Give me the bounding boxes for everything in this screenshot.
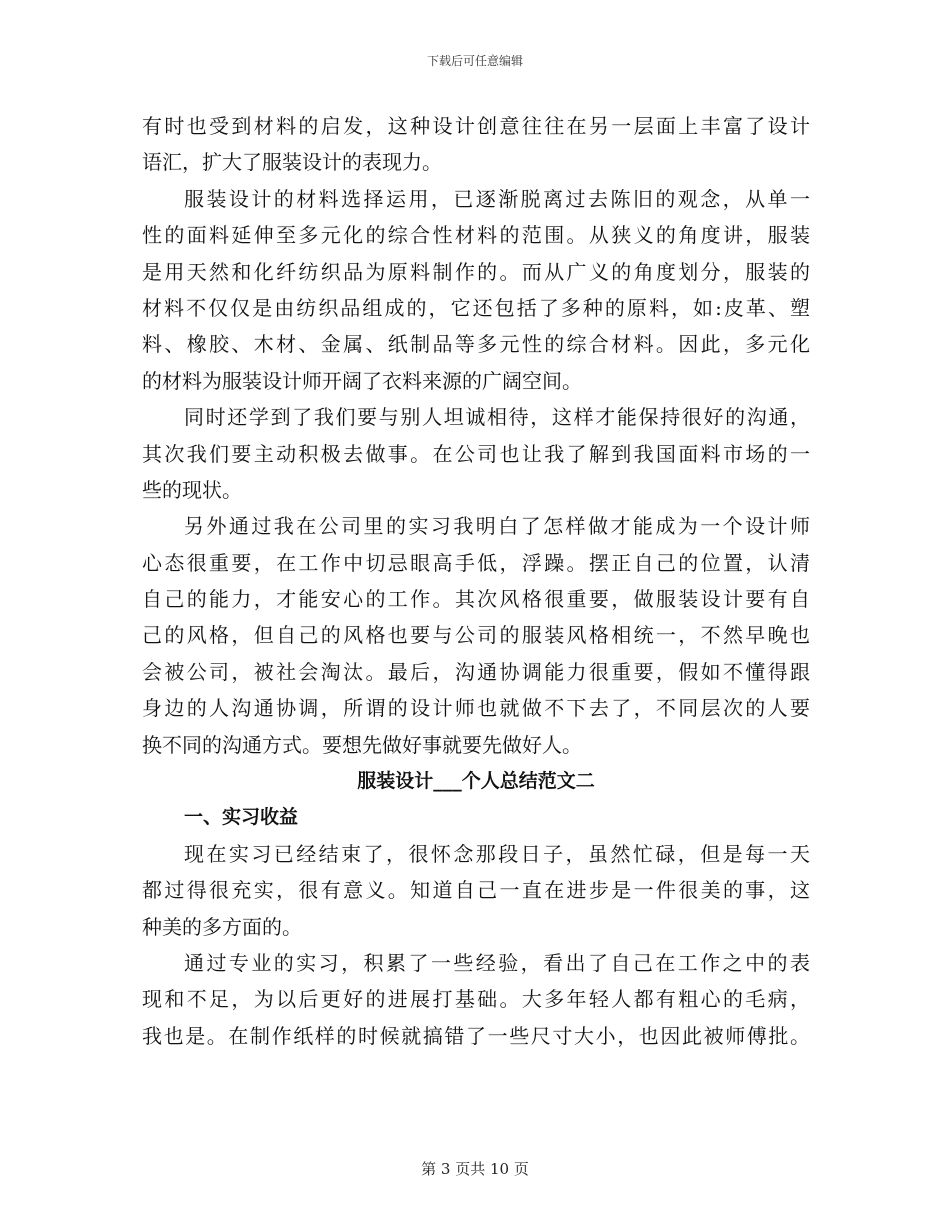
paragraph-start-line: 同时还学到了我们要与别人坦诚相待，这样才能保持很好的沟通， [184,405,810,430]
text-line: 是用天然和化纤纺织品为原料制作的。而从广义的角度划分，服装的 [142,259,810,284]
text-line: 的材料为服装设计师开阔了衣料来源的广阔空间。 [142,368,582,393]
text-line: 我也是。在制作纸样的时候就搞错了一些尺寸大小，也因此被师傅批。 [142,1023,810,1048]
text-line: 现和不足，为以后更好的进展打基础。大多年轻人都有粗心的毛病， [142,987,810,1012]
text-line: 心态很重要，在工作中切忌眼高手低，浮躁。摆正自己的位置，认清 [142,550,810,575]
paragraph-start-line: 另外通过我在公司里的实习我明白了怎样做才能成为一个设计师 [184,514,810,539]
text-line: 换不同的沟通方式。要想先做好事就要先做好人。 [142,732,582,757]
text-line: 会被公司，被社会淘汰。最后，沟通协调能力很重要，假如不懂得跟 [142,659,810,684]
paragraph-start-line: 服装设计的材料选择运用，已逐渐脱离过去陈旧的观念，从单一 [184,186,810,211]
paragraph-start-line: 现在实习已经结束了，很怀念那段日子，虽然忙碌，但是每一天 [184,841,810,866]
document-body [142,108,810,1054]
text-line: 都过得很充实，很有意义。知道自己一直在进步是一件很美的事，这 [142,878,810,903]
page-footer: 第 3 页共 10 页 [421,1160,529,1178]
section-subheading: 一、实习收益 [184,806,299,829]
text-line: 性的面料延伸至多元化的综合性材料的范围。从狭义的角度讲，服装 [142,223,810,248]
paragraph-start-line: 通过专业的实习，积累了一些经验，看出了自己在工作之中的表 [184,950,810,975]
text-line: 有时也受到材料的启发，这种设计创意往往在另一层面上丰富了设计 [142,114,810,138]
text-line: 其次我们要主动积极去做事。在公司也让我了解到我国面料市场的一 [142,441,810,466]
text-line: 种美的多方面的。 [142,914,302,939]
text-line: 己的风格，但自己的风格也要与公司的服装风格相统一，不然早晚也 [142,623,810,648]
text-line: 自己的能力，才能安心的工作。其次风格很重要，做服装设计要有自 [142,587,810,612]
page-header: 下载后可任意编辑 [426,54,523,68]
text-line: 语汇，扩大了服装设计的表现力。 [142,150,442,175]
text-line: 身边的人沟通协调，所谓的设计师也就做不下去了，不同层次的人要 [142,696,810,721]
text-line: 些的现状。 [142,477,242,502]
text-line: 材料不仅仅是由纺织品组成的，它还包括了多种的原料，如:皮革、塑 [142,295,810,320]
section-title: 服装设计___个人总结范文二 [357,770,595,793]
text-line: 料、橡胶、木材、金属、纸制品等多元性的综合材料。因此，多元化 [142,332,810,357]
